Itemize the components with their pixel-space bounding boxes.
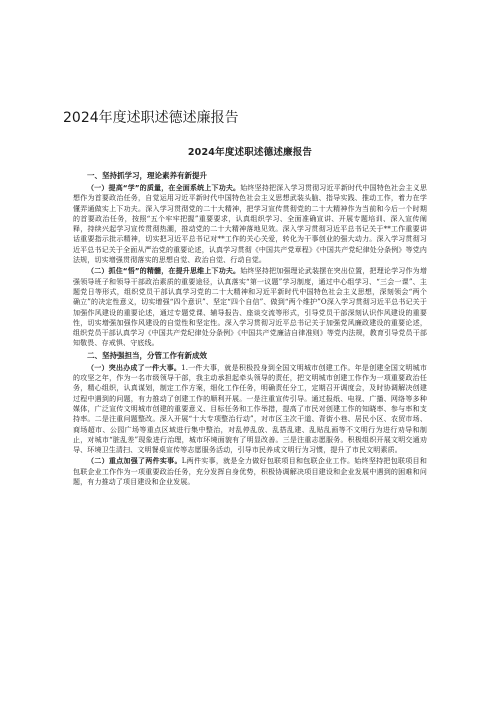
paragraph xyxy=(73,266,427,348)
paragraph-lead: （一）突出办成了一件大事。 xyxy=(87,363,182,372)
paragraph-text: L两件实事，就是全力做好包联项目和包联企业工作。始终坚持把包联项目和包联企业工作作为一项重要政治任务，充分发挥自身优势，积极协调解决项目建设和企业发展中遇到的困难和问题，有力推动了项目建设和企业发展。 xyxy=(73,457,427,487)
paragraph xyxy=(73,456,427,487)
paragraph-text: 始终坚持把加强理论武装摆在突出位置，把理论学习作为增强领导班子和领导干部政治素质的重要途径，认真落实“第一议题”学习制度，通过中心组学习、“三会一课”、主题党日等形式，组织党员干部认真学习党的二十大精神和习近平新时代中国特色社会主义思想，深刻领会“两个确立”的决定性意义，切实增强“四个意识”、坚定“四个自信”、做到“两个维护”O深入学习贯彻习近平总书记关于加强作风建设的重要论述，通过专题党课、辅导报告、座谈交流等形式，引导党员干部深刻认识作风建设的重要性，切实增强加强作风建设的自觉性和坚定性。深入学习贯彻习近平总书记关于加强党风廉政建设的重要论述，组织党员干部认真学习《中国共产党纪律处分条例》《中国共产党廉洁自律准则》等党内法规，教育引导党员干部知敬畏、存戒惧、守底线。 xyxy=(73,267,427,348)
paragraph-lead: （二）重点加强了两件实事。 xyxy=(87,457,182,466)
document-body xyxy=(73,144,427,488)
paragraph-lead: （一）提高“学”的质量，在全面系统上下功夫。 xyxy=(87,184,241,192)
paragraph-text: 1.一件大事，就是积极投身到全国文明城市创建工作。年是创建全国文明城市的攻坚之年，作为一名市级领导干部，我主动承担起牵头领导的责任，把文明城市创建工作作为一项重要政治任务，精心组织，认真谋划，制定工作方案，细化工作任务，明确责任分工，定期召开调度会，及时协调解决创建过程中遇到的问题，有力推动了创建工作的顺利开展。一是注重宣传引导。通过报纸、电视、广播、网络等多种媒体，广泛宣传文明城市创建的重要意义、目标任务和工作举措，提高了市民对创建工作的知晓率、参与率和支持率。二是注重问题整改。深入开展“十大专项整治行动”，对市区主次干道、背街小巷、居民小区、农贸市场、商场超市、公园广场等重点区域进行集中整治，对乱停乱放、乱搭乱建、乱贴乱画等不文明行为进行劝导和制止，对城市“脏乱差”现象进行治理，城市环境面貌有了明显改善。三是注重志愿服务。积极组织开展文明交通劝导、环境卫生清扫、文明餐桌宣传等志愿服务活动，引导市民养成文明行为习惯，提升了市民文明素质。 xyxy=(73,363,428,455)
section-heading: 一、坚持抓学习，理论素养有新提升 xyxy=(87,171,207,180)
paragraph-lead: （二）抓住“悟”的精髓，在提升思维上下功夫。 xyxy=(87,267,241,276)
document-title: 2024年度述职述德述廉报告 xyxy=(63,110,239,126)
paragraph xyxy=(73,363,427,456)
paragraph xyxy=(73,183,427,265)
document-subtitle: 2024年度述职述德述廉报告 xyxy=(187,147,313,158)
paragraph-text: 始终坚持把深入学习贯彻习近平新时代中国特色社会主义思想作为首要政治任务，自觉运用习近平新时代中国特色社会主义思想武装头脑、指导实践、推动工作，着力在学懂弄通做实上下功夫。深入学习贯彻党的二十大精神，把学习宣传贯彻党的二十大精神作为当前和今后一个时期的首要政治任务，按照“五个牢牢把握”重要要求，认真组织学习、全面准确宣讲、开展专题培训、深入宣传阐释，持续兴起学习宣传贯彻热潮，推动党的二十大精神落地见效。深入学习贯彻习近平总书记关于**工作重要讲话重要指示批示精神，切实把习近平总书记对**工作的关心关爱，转化为干事创业的强大动力。深入学习贯彻习近平总书记关于全面从严治党的重要论述，认真学习贯彻《中国共产党章程》《中国共产党纪律处分条例》等党内法规，切实增强贯彻落实的思想自觉、政治自觉、行动自觉。 xyxy=(73,184,427,265)
section-heading: 二、坚持强担当，分管工作有新成效 xyxy=(87,350,207,360)
